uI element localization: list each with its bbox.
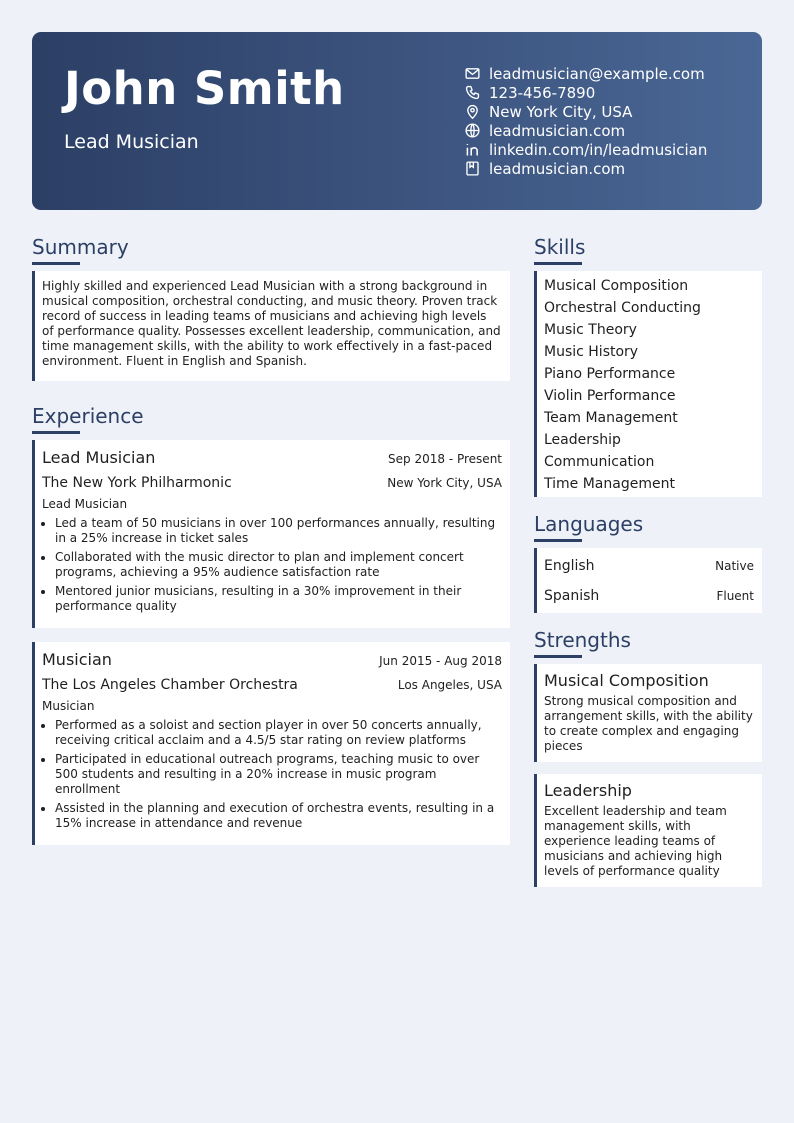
summary-text: Highly skilled and experienced Lead Musician with a strong background in musical composition, orchestral conducting, and music theory. Proven track record of success in leading teams of musicians and achieving high levels of performance quality. Possesses excellent leadership, communication, and time management skills, with the ability to work effectively in a fast-paced environment. Fluent in English and Spanish.: [32, 271, 510, 381]
language-name: Spanish: [544, 588, 600, 604]
contact-website[interactable]: [464, 121, 754, 140]
resume-header: [32, 32, 762, 210]
section-title-strengths: Strengths: [534, 628, 631, 652]
skills-section: [534, 234, 762, 497]
language-item: [544, 551, 754, 581]
job-bullet: • Mentored junior musicians, resulting in a 30% improvement in their performance quality: [55, 584, 502, 614]
skill-item: Piano Performance: [544, 366, 676, 382]
skills-list: [534, 271, 762, 497]
skill-item: Communication: [544, 454, 655, 470]
contact-location: [464, 102, 754, 121]
skill-item: Team Management: [544, 410, 678, 426]
skill-item: Violin Performance: [544, 388, 676, 404]
contact-portfolio[interactable]: [464, 159, 754, 178]
job-location: Los Angeles, USA: [397, 678, 502, 692]
job-company: The Los Angeles Chamber Orchestra: [42, 677, 298, 693]
job-role: Lead Musician: [42, 497, 128, 511]
left-column: [32, 234, 510, 859]
contact-portfolio-text: leadmusician.com: [489, 159, 626, 178]
experience-section: [32, 403, 510, 845]
location-icon: [464, 103, 481, 120]
contact-linkedin[interactable]: [464, 140, 754, 159]
job-title: Lead Musician: [42, 448, 156, 467]
experience-item: [32, 440, 510, 628]
skill-item: Leadership: [544, 432, 621, 448]
strength-item: [534, 774, 762, 887]
portfolio-icon: [464, 160, 481, 177]
language-item: [544, 581, 754, 611]
right-column: [534, 234, 762, 899]
skill-item: Music Theory: [544, 322, 637, 338]
job-title: Musician: [42, 650, 112, 669]
globe-icon: [464, 122, 481, 139]
job-bullet: • Assisted in the planning and execution of orchestra events, resulting in a 15% increase in attendance and revenue: [55, 801, 502, 831]
language-level: Native: [715, 559, 754, 573]
strength-title: Leadership: [544, 781, 632, 800]
job-bullets: [42, 718, 502, 831]
strength-title: Musical Composition: [544, 671, 709, 690]
section-title-skills: Skills: [534, 235, 586, 259]
section-underline: [32, 431, 80, 434]
strengths-section: [534, 627, 762, 887]
candidate-title: Lead Musician: [64, 131, 199, 153]
skill-item: Time Management: [544, 476, 675, 492]
job-dates: Sep 2018 - Present: [388, 452, 502, 466]
languages-section: [534, 511, 762, 613]
section-underline: [534, 655, 582, 658]
contact-email-text: leadmusician@example.com: [489, 64, 705, 83]
summary-section: [32, 234, 510, 381]
section-title-experience: Experience: [32, 404, 144, 428]
contact-linkedin-text: linkedin.com/in/leadmusician: [489, 140, 708, 159]
contact-phone[interactable]: [464, 83, 754, 102]
strength-item: [534, 664, 762, 762]
linkedin-icon: [464, 141, 481, 158]
mail-icon: [464, 65, 481, 82]
job-bullet: • Collaborated with the music director to plan and implement concert programs, achieving a 95% audience satisfaction rate: [55, 550, 502, 580]
language-name: English: [544, 558, 595, 574]
section-underline: [534, 262, 582, 265]
job-company: The New York Philharmonic: [42, 475, 232, 491]
experience-item: [32, 642, 510, 845]
section-underline: [534, 539, 582, 542]
contact-email[interactable]: [464, 64, 754, 83]
strength-description: Strong musical composition and arrangement skills, with the ability to create complex and engaging pieces: [544, 694, 753, 753]
job-bullets: [42, 516, 502, 614]
contact-list: [464, 64, 754, 178]
languages-list: [534, 548, 762, 613]
section-title-summary: Summary: [32, 235, 129, 259]
job-bullet: • Participated in educational outreach programs, teaching music to over 500 students and resulting in a 20% increase in music program enrollment: [55, 752, 502, 797]
phone-icon: [464, 84, 481, 101]
section-title-languages: Languages: [534, 512, 644, 536]
skill-item: Music History: [544, 344, 639, 360]
contact-phone-text: 123-456-7890: [489, 83, 596, 102]
candidate-name: John Smith: [64, 62, 345, 115]
contact-location-text: New York City, USA: [489, 102, 633, 121]
job-location: New York City, USA: [387, 476, 502, 490]
job-bullet: • Led a team of 50 musicians in over 100 performances annually, resulting in a 25% increase in ticket sales: [55, 516, 502, 546]
job-dates: Jun 2015 - Aug 2018: [379, 654, 502, 668]
section-underline: [32, 262, 80, 265]
contact-website-text: leadmusician.com: [489, 121, 626, 140]
job-role: Musician: [42, 699, 95, 713]
skill-item: Orchestral Conducting: [544, 300, 701, 316]
job-bullet: • Performed as a soloist and section player in over 50 concerts annually, receiving critical acclaim and a 4.5/5 star rating on review platforms: [55, 718, 502, 748]
skill-item: Musical Composition: [544, 278, 689, 294]
strength-description: Excellent leadership and team management skills, with experience leading teams of musicians and achieving high levels of performance quality: [544, 804, 727, 878]
language-level: Fluent: [716, 589, 754, 603]
